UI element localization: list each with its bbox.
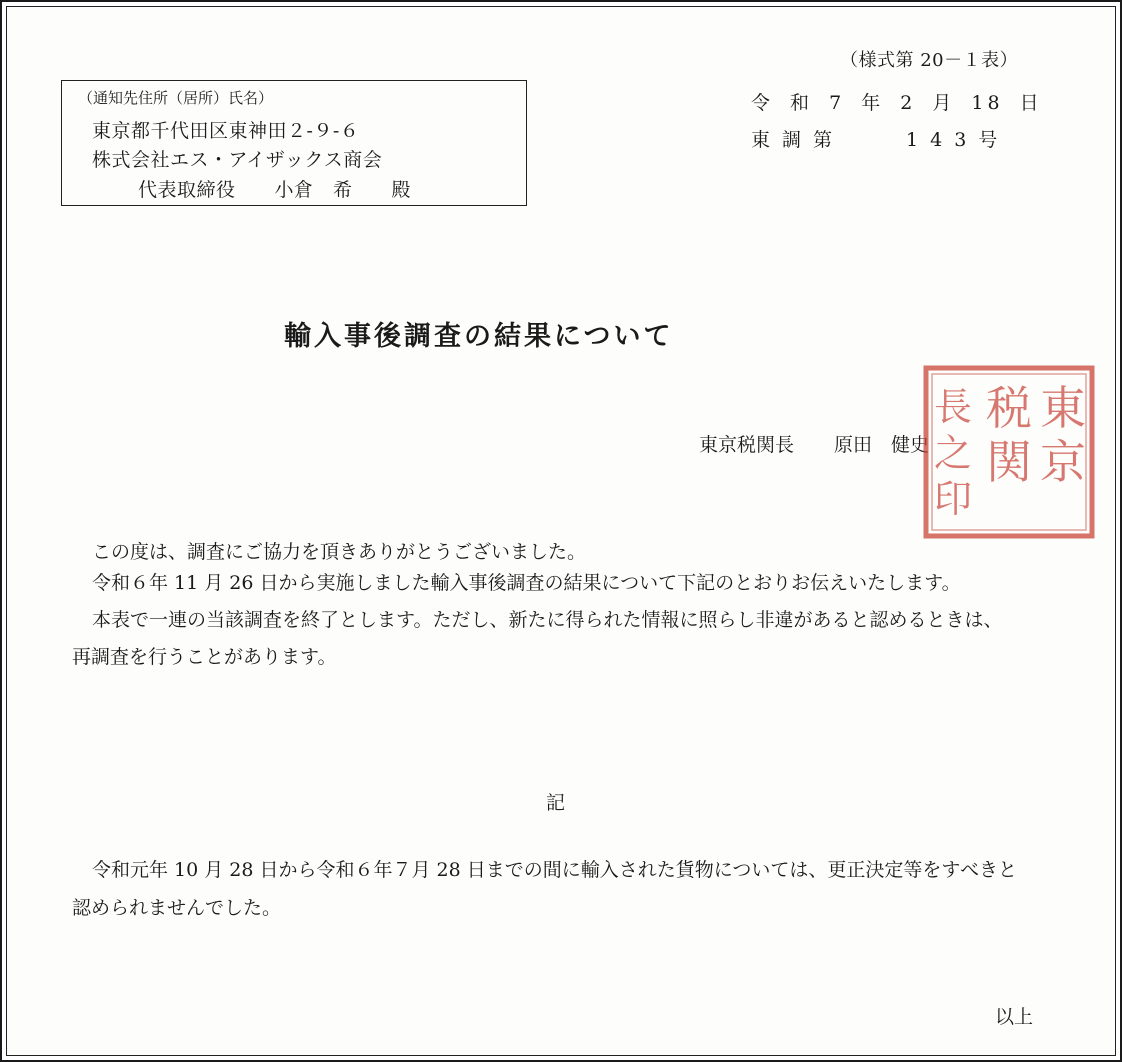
body-paragraph-conclusion-cont: 再調査を行うことがあります。 bbox=[72, 646, 337, 668]
recipient-box bbox=[61, 80, 527, 206]
seal-character: 京 bbox=[1040, 435, 1086, 489]
seal-character: 之 bbox=[934, 431, 973, 475]
issue-date: 令 和 7 年 2 月 18 日 bbox=[751, 92, 1043, 114]
seal-character: 東 bbox=[1040, 381, 1086, 435]
body-paragraph-conclusion: 本表で一連の当該調査を終了とします。ただし、新たに得られた情報に照らし非違があると認めるときは、 bbox=[92, 609, 1003, 631]
body-paragraph-thanks: この度は、調査にご協力を頂きありがとうございました。 bbox=[92, 541, 587, 563]
sender bbox=[699, 430, 929, 457]
official-seal-stamp bbox=[920, 362, 1098, 542]
body-paragraph-result-intro: 令和６年 11 月 26 日から実施しました輸入事後調査の結果について下記のとおりお伝えいたします。 bbox=[92, 572, 961, 594]
recipient-representative: 代表取締役 小倉 希 殿 bbox=[138, 179, 412, 201]
sender-office: 東京税関長 bbox=[699, 434, 795, 456]
sender-name: 原田 健史 bbox=[834, 434, 930, 456]
document-number-prefix: 東調第 bbox=[751, 129, 845, 151]
closing-mark: 以上 bbox=[995, 1006, 1034, 1028]
recipient-company: 株式会社エス・アイザックス商会 bbox=[92, 149, 383, 171]
form-number: （様式第 20－１表） bbox=[840, 50, 1019, 71]
document-number-value: 143 bbox=[906, 129, 979, 151]
result-statement: 令和元年 10 月 28 日から令和６年７月 28 日までの間に輸入された貨物については、更正決定等をすべきと bbox=[92, 859, 1018, 881]
document-number bbox=[751, 125, 997, 152]
result-statement-cont: 認められませんでした。 bbox=[72, 897, 282, 919]
document-number-suffix: 号 bbox=[978, 129, 998, 151]
seal-character: 税 bbox=[986, 381, 1032, 435]
document-title: 輸入事後調査の結果について bbox=[284, 321, 674, 352]
seal-character: 長 bbox=[934, 385, 973, 429]
seal-character: 印 bbox=[934, 477, 973, 521]
recipient-label: （通知先住所（居所）氏名） bbox=[78, 89, 274, 107]
notation-heading: 記 bbox=[546, 792, 566, 814]
seal-character: 関 bbox=[986, 435, 1032, 489]
recipient-address: 東京都千代田区東神田２‐９‐６ bbox=[92, 120, 360, 142]
